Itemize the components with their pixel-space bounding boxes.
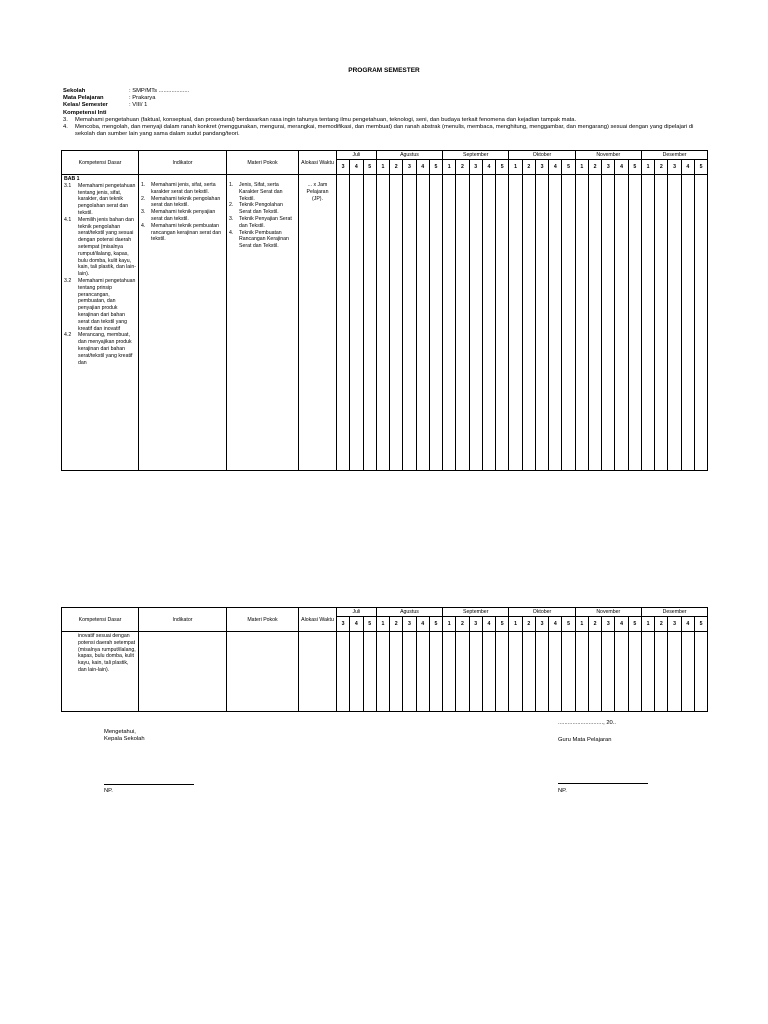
- week-cell: [376, 632, 389, 712]
- week-header: 4: [549, 617, 562, 632]
- month-header: September: [443, 608, 509, 617]
- kd-cell-continued: [62, 632, 139, 712]
- header-indikator: Indikator: [139, 608, 227, 632]
- alokasi-cell: [299, 632, 337, 712]
- list-text: Memahami jenis, sifat, serta karakter serat dan tekstil.: [151, 182, 216, 195]
- header-kompetensi-dasar: Kompetensi Dasar: [62, 151, 139, 175]
- week-header: 4: [416, 617, 429, 632]
- week-cell: [655, 175, 668, 471]
- week-header: 2: [655, 160, 668, 175]
- list-number: 2.: [141, 195, 146, 202]
- week-cell: [482, 632, 495, 712]
- header-alokasi-waktu: Alokasi Waktu: [299, 151, 337, 175]
- week-cell: [496, 632, 509, 712]
- week-cell: [469, 175, 482, 471]
- list-text: Memahami teknik pengolahan serat dan tekstil.: [151, 195, 221, 209]
- week-header: 4: [615, 160, 628, 175]
- week-header: 2: [588, 617, 601, 632]
- week-header: 2: [655, 617, 668, 632]
- week-header: 3: [668, 160, 681, 175]
- week-cell: [416, 175, 429, 471]
- week-header: 3: [469, 160, 482, 175]
- week-cell: [482, 175, 495, 471]
- semester-table-2: [61, 607, 708, 712]
- kd-continued-text: inovatif sesuai dengan potensi daerah setempat (misalnya rumput/ilalang, kapas, bulu domba, kulit kayu, kain, tali plastik, dan lain-lain).: [78, 633, 136, 673]
- signature-line-left: [104, 784, 194, 785]
- week-cell: [363, 632, 376, 712]
- week-cell: [390, 175, 403, 471]
- list-number: 4.1: [64, 216, 72, 223]
- header-alokasi-waktu: Alokasi Waktu: [299, 608, 337, 632]
- week-cell: [522, 632, 535, 712]
- week-cell: [575, 632, 588, 712]
- kd-cell: [62, 175, 139, 471]
- week-header: 3: [535, 160, 548, 175]
- list-item: [64, 183, 136, 217]
- list-text: Memahami teknik penyajian serat dan tekstil.: [151, 209, 216, 222]
- list-text: Merancang, membuat, dan menyajikan produk kerajinan dari bahan serat/tekstil yang kreatif dan: [78, 332, 133, 366]
- list-item: [64, 278, 136, 332]
- week-header: 2: [456, 160, 469, 175]
- week-cell: [602, 175, 615, 471]
- week-cell: [588, 175, 601, 471]
- week-cell: [390, 632, 403, 712]
- header-materi-pokok: Materi Pokok: [227, 151, 299, 175]
- info-label: Sekolah: [63, 88, 86, 94]
- ki-text: Memahami pengetahuan (faktual, konseptual, dan prosedural) berdasarkan rasa ingin tahunya tentang ilmu pengetahuan, teknologi, seni, dan budaya terkait fenomena dan kejadian tampak mata.: [75, 116, 577, 123]
- week-header: 5: [363, 160, 376, 175]
- info-row: [63, 95, 708, 102]
- week-cell: [443, 175, 456, 471]
- week-header: 5: [628, 617, 641, 632]
- semester-table-1: [61, 150, 708, 471]
- week-cell: [456, 175, 469, 471]
- list-item: [229, 202, 296, 216]
- alokasi-text: ... x Jam Pelajaran (JP).: [306, 182, 329, 202]
- week-cell: [549, 632, 562, 712]
- month-header: November: [575, 151, 641, 160]
- week-cell: [615, 632, 628, 712]
- week-header: 5: [496, 617, 509, 632]
- week-header: 4: [681, 617, 694, 632]
- list-item: [141, 196, 224, 210]
- week-header: 5: [694, 617, 707, 632]
- week-cell: [429, 175, 442, 471]
- signature-line-right: [558, 783, 648, 784]
- list-text: Memahami pengetahuan tentang jenis, sifat, karakter, dan teknik pengolahan serat dan tekstil.: [78, 182, 136, 216]
- alokasi-cell: [299, 175, 337, 471]
- week-header: 3: [469, 617, 482, 632]
- list-number: 3.1: [64, 182, 72, 189]
- kompetensi-inti-item: [63, 117, 708, 124]
- week-header: 4: [350, 617, 363, 632]
- list-item: [141, 223, 224, 243]
- week-header: 4: [681, 160, 694, 175]
- week-header: 4: [482, 617, 495, 632]
- week-cell: [602, 632, 615, 712]
- week-header: 5: [429, 160, 442, 175]
- kompetensi-inti-item: [63, 124, 708, 138]
- week-header: 1: [509, 617, 522, 632]
- week-header: 4: [482, 160, 495, 175]
- week-cell: [681, 175, 694, 471]
- info-label: Mata Pelajaran: [63, 95, 104, 102]
- list-text: Memahami pengetahuan tentang prinsip perancangan, pembuatan, dan penyajian produk kerajinan dari bahan serat dan tekstil yang kreatif dan inovatif: [78, 277, 136, 332]
- list-number: 3.2: [64, 277, 72, 284]
- page-title: PROGRAM SEMESTER: [348, 67, 420, 74]
- week-header: 5: [694, 160, 707, 175]
- week-header: 5: [429, 617, 442, 632]
- week-header: 2: [522, 617, 535, 632]
- week-cell: [641, 632, 654, 712]
- list-text: Teknik Penyajian Serat dan Tekstil.: [239, 215, 292, 229]
- signature-right: [558, 720, 616, 744]
- week-cell: [403, 632, 416, 712]
- np-right: NP.: [558, 788, 567, 794]
- month-header: Juli: [337, 151, 377, 160]
- week-cell: [588, 632, 601, 712]
- week-cell: [522, 175, 535, 471]
- week-header: 5: [562, 160, 575, 175]
- week-cell: [668, 175, 681, 471]
- bab-label: BAB 1: [64, 176, 80, 182]
- week-cell: [443, 632, 456, 712]
- month-header: Juli: [337, 608, 377, 617]
- month-header: November: [575, 608, 641, 617]
- week-cell: [535, 632, 548, 712]
- list-number: 4.: [229, 229, 234, 236]
- kepala-sekolah-label: Kepala Sekolah: [104, 736, 145, 743]
- week-header: 5: [628, 160, 641, 175]
- week-header: 2: [588, 160, 601, 175]
- info-row: [63, 88, 708, 95]
- week-header: 4: [615, 617, 628, 632]
- list-item: [141, 182, 224, 196]
- week-cell: [363, 175, 376, 471]
- week-header: 3: [668, 617, 681, 632]
- week-cell: [694, 175, 707, 471]
- week-cell: [429, 632, 442, 712]
- week-header: 5: [496, 160, 509, 175]
- week-header: 1: [443, 617, 456, 632]
- week-header: 1: [509, 160, 522, 175]
- list-item: [64, 217, 136, 278]
- week-header: 2: [456, 617, 469, 632]
- week-header: 4: [549, 160, 562, 175]
- week-header: 3: [403, 160, 416, 175]
- week-header: 1: [575, 617, 588, 632]
- month-header: Desember: [641, 151, 707, 160]
- month-header: Desember: [641, 608, 707, 617]
- ki-text: Mencoba, mengolah, dan menyaji dalam ranah konkret (menggunakan, mengurai, merangkai, memodifikasi, dan membuat) dan ranah abstrak (menulis, membaca, menghitung, menggambar, dan mengarang) sesuai dengan yang dipelajari di sekolah dan sumber lain yang sama dalam sudut pandang/teori.: [75, 124, 694, 138]
- week-cell: [403, 175, 416, 471]
- info-value: : VIII/ 1: [129, 102, 148, 109]
- info-label: Kelas/ Semester: [63, 102, 108, 109]
- header-materi-pokok: Materi Pokok: [227, 608, 299, 632]
- week-header: 1: [641, 617, 654, 632]
- list-number: 4.2: [64, 332, 72, 339]
- week-header: 5: [363, 617, 376, 632]
- week-cell: [655, 632, 668, 712]
- materi-cell: [227, 175, 299, 471]
- week-cell: [575, 175, 588, 471]
- month-header: Oktober: [509, 151, 575, 160]
- week-cell: [681, 632, 694, 712]
- week-header: 1: [443, 160, 456, 175]
- list-item: [229, 182, 296, 202]
- list-item: [141, 209, 224, 223]
- week-cell: [509, 175, 522, 471]
- header-indikator: Indikator: [139, 151, 227, 175]
- week-header: 1: [641, 160, 654, 175]
- list-number: 3.: [141, 209, 146, 216]
- week-header: 3: [337, 617, 350, 632]
- week-cell: [509, 632, 522, 712]
- list-text: Memilih jenis bahan dan teknik pengolahan serat/tekstil yang sesuai dengan potensi daerah setempat (misalnya rumput/ilalang, kapas, bulu domba, kulit kayu, kain, tali plastik, dan lain-lain).: [78, 216, 136, 278]
- week-cell: [628, 632, 641, 712]
- week-cell: [615, 175, 628, 471]
- guru-label: Guru Mata Pelajaran: [558, 737, 612, 744]
- week-cell: [337, 175, 350, 471]
- week-cell: [350, 632, 363, 712]
- signature-left: [104, 729, 145, 743]
- week-header: 3: [403, 617, 416, 632]
- week-header: 3: [535, 617, 548, 632]
- info-value: : SMP/MTs ...................: [129, 88, 190, 94]
- week-header: 5: [562, 617, 575, 632]
- info-value: : Prakarya: [129, 95, 156, 102]
- week-cell: [376, 175, 389, 471]
- ki-number: 3.: [63, 116, 68, 123]
- week-header: 2: [390, 160, 403, 175]
- week-cell: [668, 632, 681, 712]
- week-header: 2: [522, 160, 535, 175]
- list-text: Teknik Pembuatan Rancangan Kerajinan Serat dan Tekstil.: [239, 229, 289, 250]
- week-cell: [641, 175, 654, 471]
- week-cell: [628, 175, 641, 471]
- week-cell: [350, 175, 363, 471]
- week-cell: [496, 175, 509, 471]
- week-header: 1: [376, 617, 389, 632]
- materi-cell: [227, 632, 299, 712]
- indikator-cell: [139, 175, 227, 471]
- header-kompetensi-dasar: Kompetensi Dasar: [62, 608, 139, 632]
- week-cell: [469, 632, 482, 712]
- week-header: 3: [337, 160, 350, 175]
- week-cell: [535, 175, 548, 471]
- month-header: Agustus: [376, 151, 442, 160]
- week-header: 2: [390, 617, 403, 632]
- list-number: 1.: [229, 182, 234, 188]
- list-item: [64, 332, 136, 366]
- list-number: 3.: [229, 215, 234, 222]
- week-header: 3: [602, 160, 615, 175]
- week-cell: [416, 632, 429, 712]
- week-cell: [562, 632, 575, 712]
- info-row: [63, 102, 708, 109]
- week-header: 3: [602, 617, 615, 632]
- week-header: 1: [376, 160, 389, 175]
- document-info: [63, 88, 708, 138]
- month-header: September: [443, 151, 509, 160]
- mengetahui-label: Mengetahui,: [104, 729, 136, 735]
- month-header: Oktober: [509, 608, 575, 617]
- week-cell: [549, 175, 562, 471]
- date-placeholder: ............................, 20..: [558, 720, 616, 726]
- week-header: 4: [350, 160, 363, 175]
- list-text: Teknik Pengolahan Serat dan Tekstil.: [239, 202, 283, 216]
- month-header: Agustus: [376, 608, 442, 617]
- list-text: Memahami teknik pembuatan rancangan kerajinan serat dan tekstil.: [151, 222, 222, 243]
- week-header: 4: [416, 160, 429, 175]
- list-text: Jenis, Sifat, serta Karakter Serat dan Tekstil.: [239, 182, 283, 202]
- np-left: NP.: [104, 788, 113, 794]
- list-item: [229, 230, 296, 250]
- week-cell: [456, 632, 469, 712]
- list-number: 1.: [141, 182, 146, 188]
- list-item: [229, 216, 296, 230]
- week-header: 1: [575, 160, 588, 175]
- list-number: 4.: [141, 222, 146, 229]
- kompetensi-inti-title: Kompetensi Inti: [63, 109, 107, 116]
- list-number: 2.: [229, 202, 234, 209]
- indikator-cell: [139, 632, 227, 712]
- week-cell: [562, 175, 575, 471]
- ki-number: 4.: [63, 124, 68, 131]
- week-cell: [694, 632, 707, 712]
- week-cell: [337, 632, 350, 712]
